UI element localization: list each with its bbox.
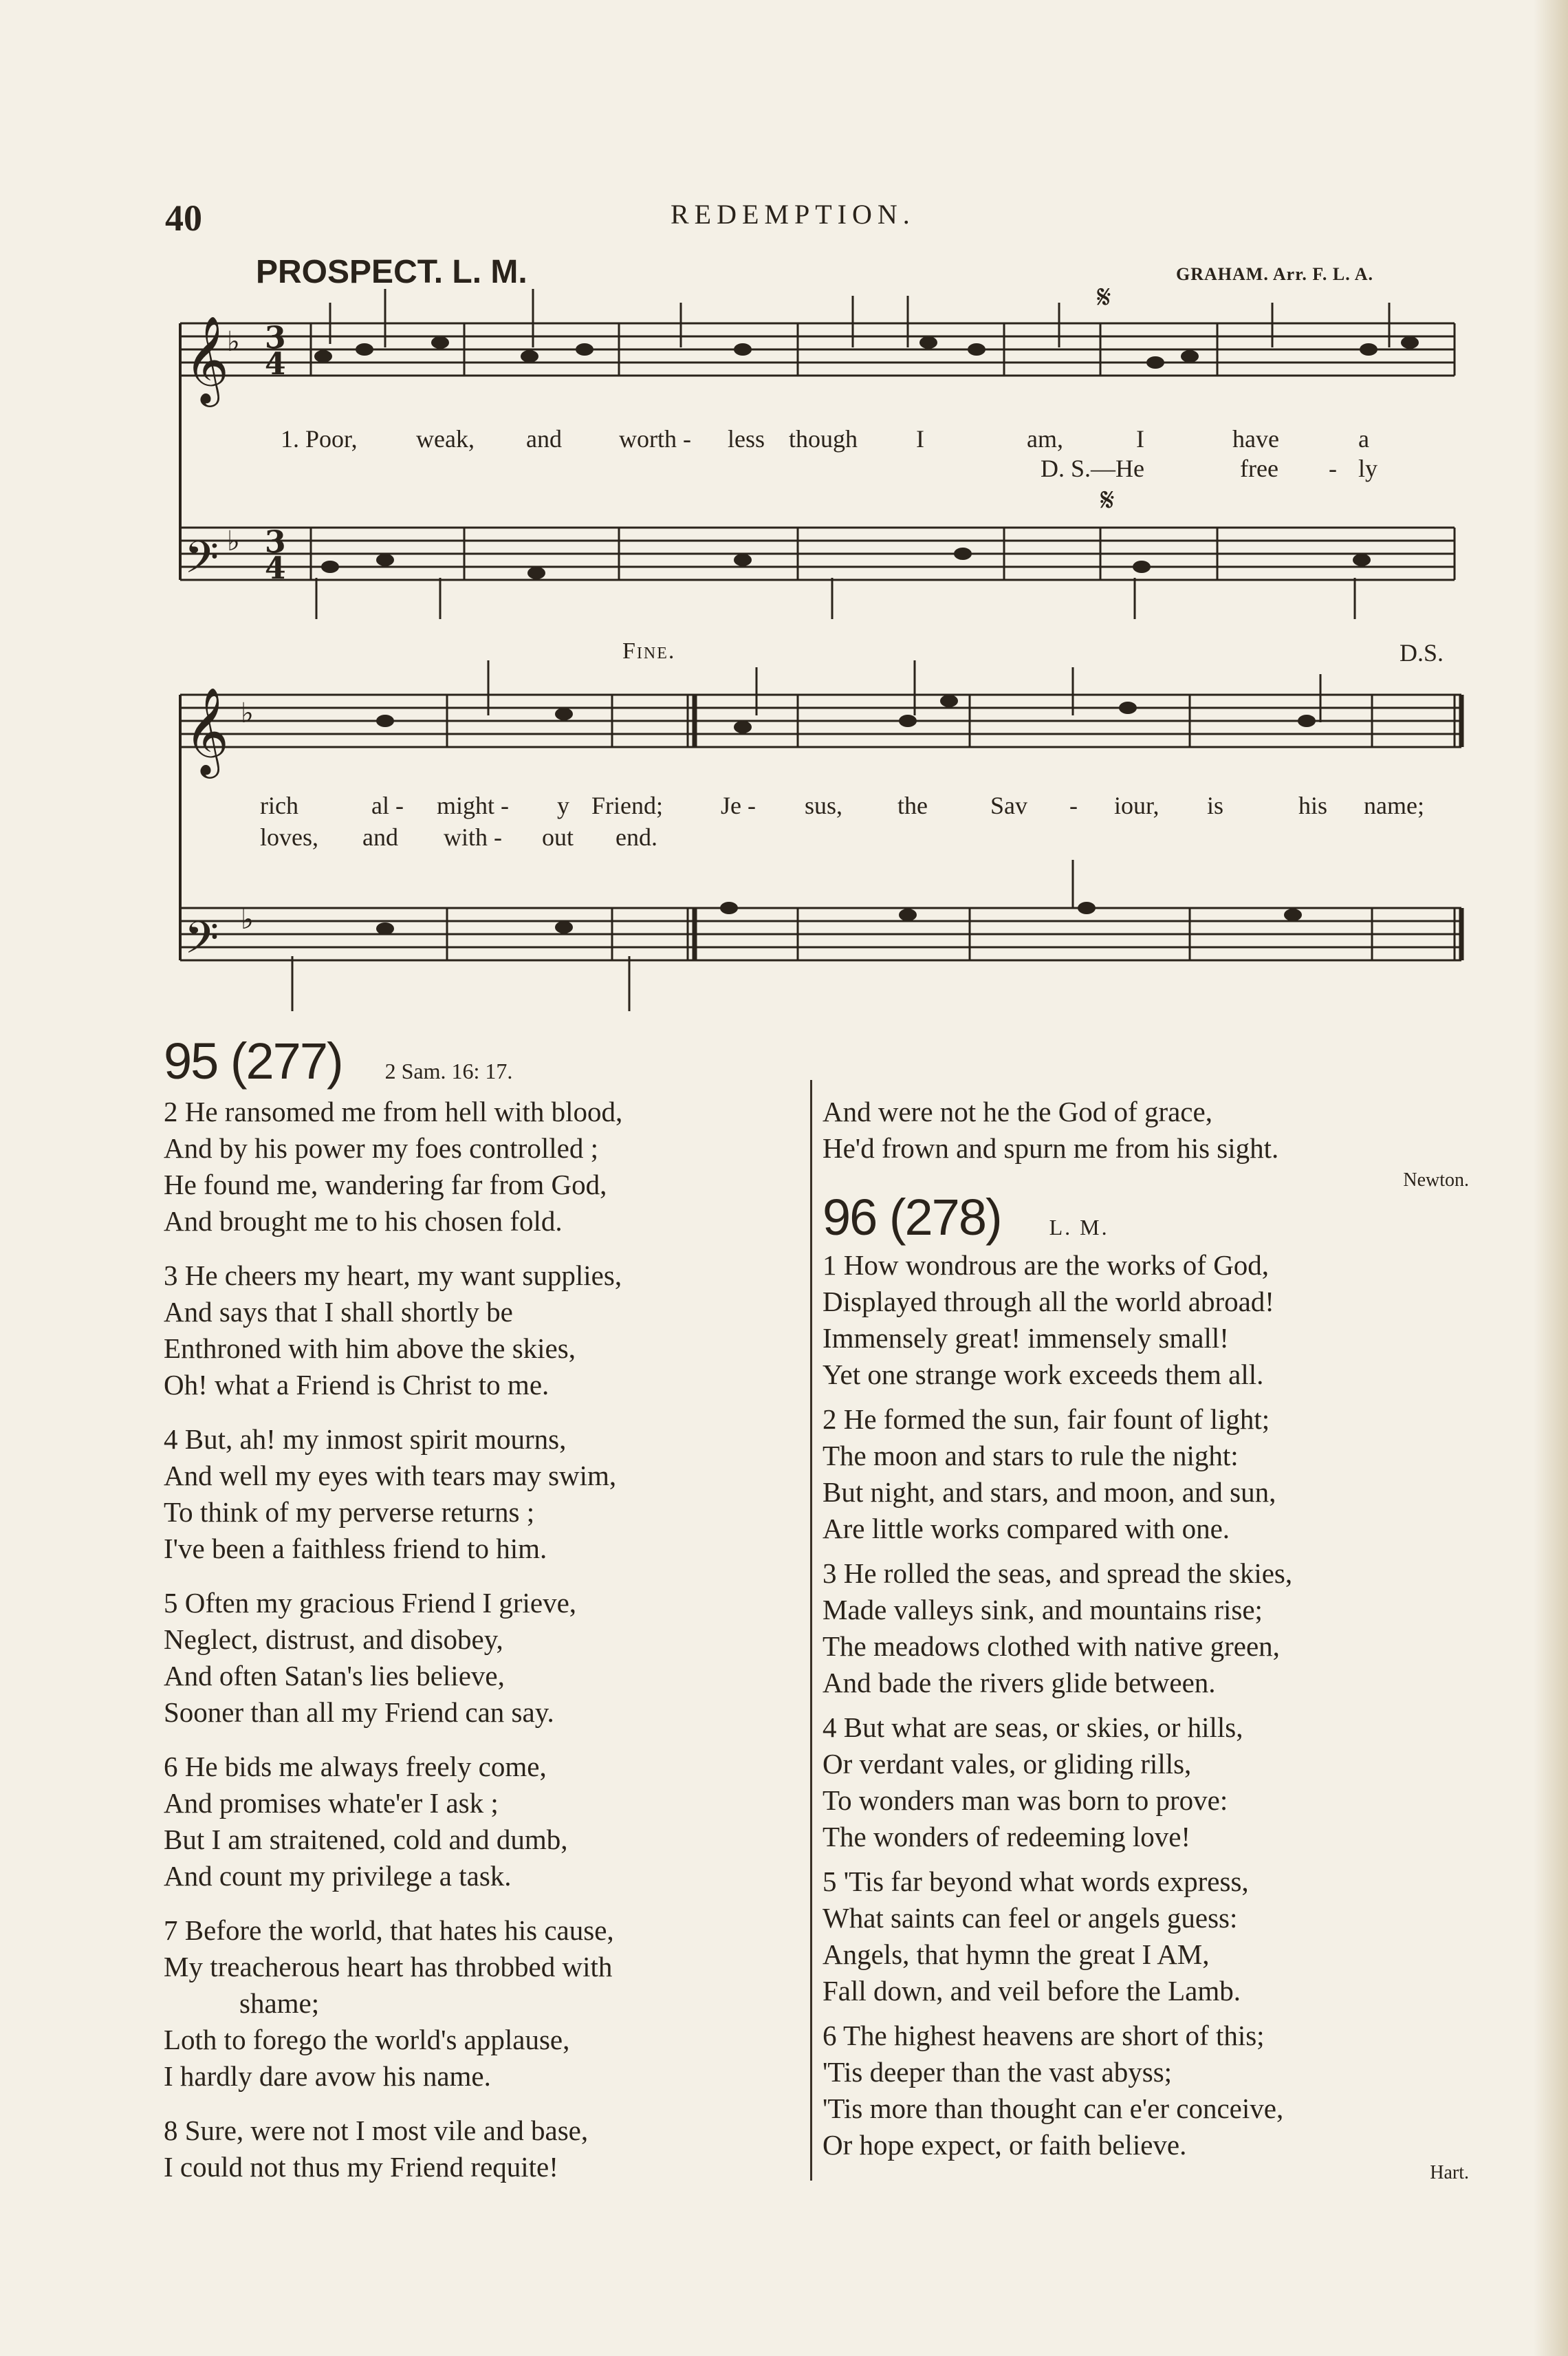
lyric-syllable: end. bbox=[616, 823, 657, 851]
verse-line: Yet one strange work exceeds them all. bbox=[823, 1359, 1264, 1390]
verse-line: Angels, that hymn the great I AM, bbox=[823, 1938, 1210, 1970]
tune-title: PROSPECT. L. M. bbox=[256, 254, 527, 290]
verse-line: Displayed through all the world abroad! bbox=[823, 1286, 1274, 1317]
lyric-syllable: Sav bbox=[990, 792, 1027, 819]
verse-line: To think of my perverse returns ; bbox=[164, 1496, 535, 1528]
staff-1-bass bbox=[180, 528, 1455, 580]
verse-line: And were not he the God of grace, bbox=[823, 1096, 1212, 1127]
page-number: 40 bbox=[165, 197, 202, 239]
lyric-syllable: and bbox=[526, 425, 562, 453]
bass-clef-1: 𝄢 bbox=[184, 532, 219, 594]
staff-2-treble bbox=[180, 695, 1461, 747]
verse-line: And says that I shall shortly be bbox=[164, 1296, 513, 1328]
verse-line: What saints can feel or angels guess: bbox=[823, 1902, 1238, 1934]
verse-line: He'd frown and spurn me from his sight. bbox=[823, 1132, 1279, 1164]
verse-line: And by his power my foes controlled ; bbox=[164, 1132, 598, 1164]
fine-label: Fine. bbox=[622, 638, 676, 664]
lyric-syllable: the bbox=[897, 792, 928, 819]
verse-line: But night, and stars, and moon, and sun, bbox=[823, 1476, 1276, 1508]
lyric-syllable: might - bbox=[437, 792, 509, 819]
verse-line: 7 Before the world, that hates his cause, bbox=[164, 1914, 614, 1946]
verse-line: Or hope expect, or faith believe. bbox=[823, 2129, 1187, 2161]
verse-line: 4 But, ah! my inmost spirit mourns, bbox=[164, 1423, 567, 1455]
hymn-96-heading bbox=[823, 1188, 1109, 1246]
verse-line: Immensely great! immensely small! bbox=[823, 1322, 1229, 1354]
music-score bbox=[0, 0, 1568, 1032]
lyric-syllable: D. S.—He bbox=[1041, 455, 1144, 482]
lyric-syllable: rich bbox=[260, 792, 298, 819]
verse-line: 1 How wondrous are the works of God, bbox=[823, 1249, 1270, 1281]
composer-credit: GRAHAM. Arr. F. L. A. bbox=[1176, 264, 1374, 284]
staff-2-bass bbox=[180, 908, 1461, 960]
verse-line: The meadows clothed with native green, bbox=[823, 1630, 1280, 1662]
lyric-syllable: have bbox=[1232, 425, 1279, 453]
lyric-syllable: name; bbox=[1364, 792, 1424, 819]
verse-line: 8 Sure, were not I most vile and base, bbox=[164, 2115, 589, 2146]
lyric-syllable: worth - bbox=[619, 425, 691, 453]
svg-text:3: 3 bbox=[265, 321, 286, 356]
verse-line: 'Tis deeper than the vast abyss; bbox=[823, 2056, 1173, 2088]
lyric-syllable: sus, bbox=[805, 792, 843, 819]
meter-label: L. M. bbox=[1049, 1215, 1109, 1240]
lyric-syllable: iour, bbox=[1114, 792, 1159, 819]
verse-line: And brought me to his chosen fold. bbox=[164, 1205, 563, 1237]
verse-line: My treacherous heart has throbbed with bbox=[164, 1951, 613, 1982]
lyric-syllable: am, bbox=[1027, 425, 1063, 453]
svg-text:3: 3 bbox=[265, 525, 286, 560]
author-credit: Newton. bbox=[1403, 1169, 1469, 1191]
hymn-95-heading bbox=[164, 1032, 512, 1090]
verse-line: 'Tis more than thought can e'er conceive, bbox=[823, 2093, 1284, 2124]
verse-line: I've been a faithless friend to him. bbox=[164, 1533, 547, 1564]
lyric-syllable: Je - bbox=[721, 792, 756, 819]
verse-line: 2 He formed the sun, fair fount of light; bbox=[823, 1403, 1270, 1435]
verse-line: Oh! what a Friend is Christ to me. bbox=[164, 1369, 549, 1401]
treble-clef-2: 𝄞 bbox=[184, 687, 230, 775]
verse-line: Made valleys sink, and mountains rise; bbox=[823, 1594, 1263, 1625]
lyric-syllable: with - bbox=[444, 823, 502, 851]
lyric-syllable: is bbox=[1207, 792, 1224, 819]
stems bbox=[292, 289, 1389, 1011]
verse-line: 4 But what are seas, or skies, or hills, bbox=[823, 1711, 1243, 1743]
verse-line: Or verdant vales, or gliding rills, bbox=[823, 1748, 1192, 1780]
verse-line: 5 'Tis far beyond what words express, bbox=[823, 1866, 1249, 1897]
segno-mark-1: 𝄋 bbox=[1097, 279, 1111, 316]
svg-text:4: 4 bbox=[265, 551, 286, 586]
ds-label: D.S. bbox=[1400, 639, 1444, 667]
verse-line: shame; bbox=[239, 1987, 320, 2019]
lyric-syllable: loves, bbox=[260, 823, 318, 851]
verse-line: 6 He bids me always freely come, bbox=[164, 1751, 547, 1782]
svg-text:♭: ♭ bbox=[241, 903, 254, 936]
verse-line: The moon and stars to rule the night: bbox=[823, 1440, 1239, 1471]
verse-line: And well my eyes with tears may swim, bbox=[164, 1460, 617, 1491]
lyric-syllable: less bbox=[728, 425, 765, 453]
verse-line: Sooner than all my Friend can say. bbox=[164, 1696, 554, 1728]
lyric-syllable: - bbox=[1329, 455, 1337, 482]
treble-clef-1: 𝄞 bbox=[184, 315, 230, 403]
hymn-95-continuation bbox=[823, 1094, 1469, 1194]
segno-mark-2: 𝄋 bbox=[1100, 482, 1115, 519]
verse-line: 2 He ransomed me from hell with blood, bbox=[164, 1096, 623, 1127]
lyric-syllable: his bbox=[1298, 792, 1328, 819]
bass-clef-2: 𝄢 bbox=[184, 913, 219, 975]
verse-line: 6 The highest heavens are short of this; bbox=[823, 2020, 1265, 2051]
lyric-syllable: I bbox=[1136, 425, 1144, 453]
verse-line: And count my privilege a task. bbox=[164, 1860, 512, 1892]
running-head: REDEMPTION. bbox=[671, 199, 915, 230]
lyric-syllable: out bbox=[542, 823, 574, 851]
verse-line: Enthroned with him above the skies, bbox=[164, 1332, 576, 1364]
verse-line: The wonders of redeeming love! bbox=[823, 1821, 1191, 1852]
verse-line: But I am straitened, cold and dumb, bbox=[164, 1824, 568, 1855]
verse-line: I hardly dare avow his name. bbox=[164, 2060, 491, 2092]
verse-line: To wonders man was born to prove: bbox=[823, 1784, 1228, 1816]
verse-line: Loth to forego the world's applause, bbox=[164, 2024, 570, 2055]
scripture-reference: 2 Sam. 16: 17. bbox=[384, 1059, 513, 1083]
svg-text:♭: ♭ bbox=[241, 697, 254, 729]
column-divider bbox=[810, 1080, 812, 2181]
lyric-syllable: ly bbox=[1358, 455, 1378, 482]
verse-line: He found me, wandering far from God, bbox=[164, 1169, 607, 1200]
author-credit: Hart. bbox=[1430, 2162, 1469, 2183]
svg-text:4: 4 bbox=[265, 347, 286, 382]
lyric-syllable: free bbox=[1240, 455, 1278, 482]
svg-text:♭: ♭ bbox=[227, 525, 240, 557]
hymn-96-column bbox=[823, 1247, 1469, 2187]
hymn-number: 96 (278) bbox=[823, 1189, 1001, 1246]
verse-line: 5 Often my gracious Friend I grieve, bbox=[164, 1587, 577, 1619]
lyric-syllable: a bbox=[1358, 425, 1369, 453]
verse-line: And bade the rivers glide between. bbox=[823, 1667, 1216, 1698]
lyric-syllable: - bbox=[1069, 792, 1078, 819]
verse-line: 3 He rolled the seas, and spread the skies, bbox=[823, 1557, 1293, 1589]
lyric-syllable: y bbox=[557, 792, 569, 819]
svg-text:♭: ♭ bbox=[227, 325, 240, 358]
verse-line: Are little works compared with one. bbox=[823, 1513, 1230, 1544]
lyric-syllable: though bbox=[789, 425, 858, 453]
lyric-syllable: and bbox=[362, 823, 398, 851]
verse-line: 3 He cheers my heart, my want supplies, bbox=[164, 1260, 622, 1291]
lyric-syllable: Friend; bbox=[591, 792, 663, 819]
verse-line: I could not thus my Friend requite! bbox=[164, 2151, 558, 2183]
hymn-95-column bbox=[164, 1094, 810, 2185]
verse-line: And often Satan's lies believe, bbox=[164, 1660, 505, 1692]
verse-line: And promises whate'er I ask ; bbox=[164, 1787, 499, 1819]
lyric-syllable: weak, bbox=[416, 425, 475, 453]
verse-line: Neglect, distrust, and disobey, bbox=[164, 1623, 503, 1655]
lyric-syllable: 1. Poor, bbox=[281, 425, 358, 453]
lyric-syllable: al - bbox=[371, 792, 404, 819]
verse-line: Fall down, and veil before the Lamb. bbox=[823, 1975, 1241, 2007]
lyric-syllable: I bbox=[916, 425, 924, 453]
hymn-number: 95 (277) bbox=[164, 1033, 342, 1090]
